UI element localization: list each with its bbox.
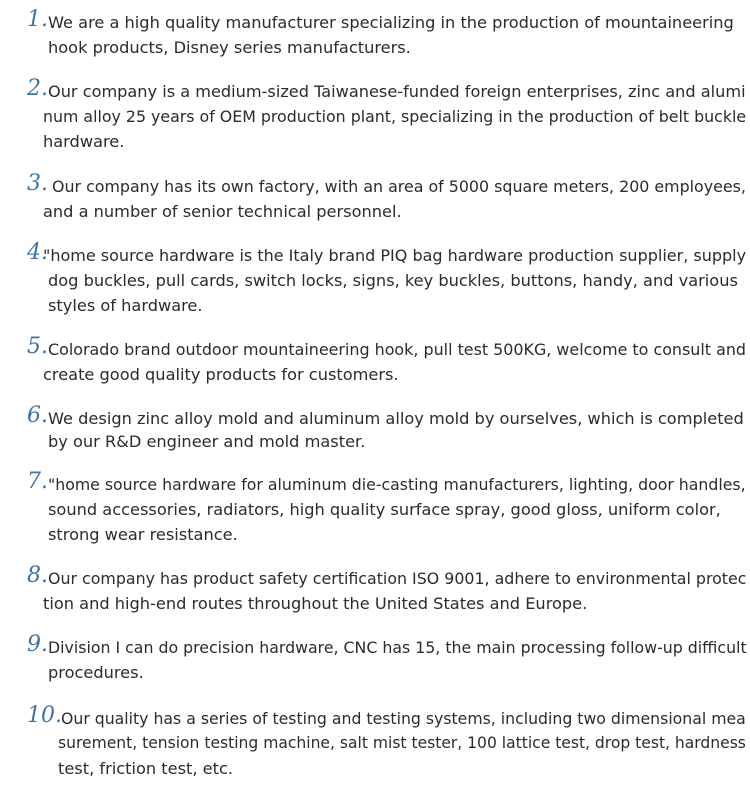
item-line: Colorado brand outdoor mountaineering hook, pull test 500KG, welcome to consult and — [48, 340, 747, 359]
item-line: Our company has its own factory, with an area of 5000 square meters, 200 employees, — [52, 177, 746, 196]
item-line: "home source hardware is the Italy brand PIQ bag hardware production supplier, supply — [43, 246, 747, 265]
item-line: procedures. — [48, 663, 144, 682]
item-line: hardware. — [43, 132, 125, 151]
item-line: Our company is a medium-sized Taiwanese-funded foreign enterprises, zinc and alumi — [48, 82, 746, 101]
item-line: surement, tension testing machine, salt mist tester, 100 lattice test, drop test, hardness — [58, 734, 746, 752]
item-line: We design zinc alloy mold and aluminum alloy mold by ourselves, which is completed — [48, 409, 744, 428]
item-number: 10. — [27, 703, 62, 728]
item-number: 3. — [27, 171, 48, 196]
item-number: 6. — [27, 403, 48, 428]
item-number: 9. — [27, 632, 48, 657]
item-line: styles of hardware. — [48, 296, 203, 315]
item-line: Our company has product safety certification ISO 9001, adhere to environmental protec — [48, 569, 747, 588]
item-line: tion and high-end routes throughout the United States and Europe. — [43, 594, 588, 613]
item-line: by our R&D engineer and mold master. — [48, 432, 366, 451]
item-number: 4. — [27, 240, 48, 265]
item-line: num alloy 25 years of OEM production plant, specializing in the production of belt buckle — [43, 107, 747, 126]
item-line: strong wear resistance. — [48, 525, 238, 544]
item-line: dog buckles, pull cards, switch locks, signs, key buckles, buttons, handy, and various — [48, 271, 738, 290]
item-line: and a number of senior technical personnel. — [43, 202, 402, 221]
item-number: 2. — [27, 76, 48, 101]
item-line: sound accessories, radiators, high quality surface spray, good gloss, uniform color, — [48, 500, 721, 519]
item-line: We are a high quality manufacturer specializing in the production of mountaineering — [48, 13, 734, 32]
item-line: test, friction test, etc. — [58, 759, 234, 778]
item-number: 1. — [27, 7, 48, 32]
item-number: 7. — [27, 469, 48, 494]
item-line: "home source hardware for aluminum die-casting manufacturers, lighting, door handles, — [48, 475, 746, 494]
item-number: 8. — [27, 563, 48, 588]
item-line: Our quality has a series of testing and testing systems, including two dimensional mea — [61, 709, 746, 728]
item-number: 5. — [27, 334, 48, 359]
item-line: Division I can do precision hardware, CNC has 15, the main processing follow-up difficult — [48, 638, 747, 657]
item-line: hook products, Disney series manufacturers. — [48, 38, 411, 57]
item-line: create good quality products for customers. — [43, 365, 399, 384]
